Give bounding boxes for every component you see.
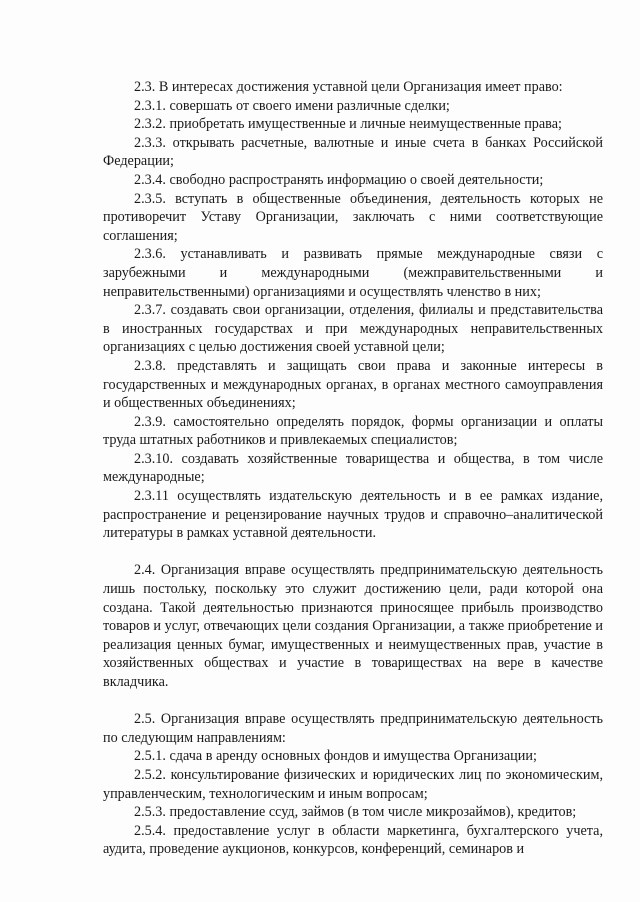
clause-2-3-2: 2.3.2. приобретать имущественные и личные неимущественные права; [134, 116, 562, 133]
clause-2-3-3: 2.3.3. открывать расчетные, валютные и иные счета в банках Российской Федерации; [103, 134, 603, 170]
clause-2-3-6: 2.3.6. устанавливать и развивать прямые международные связи с зарубежными и международными (межправительственными и неправительственными) организациями и осуществлять членство в них; [103, 246, 603, 300]
clause-2-5-1: 2.5.1. сдача в аренду основных фондов и имущества Организации; [134, 748, 537, 765]
clause-2-3-7: 2.3.7. создавать свои организации, отделения, филиалы и представительства в иностранных государствах и при международных неправительственных организациях с целью достижения своей уставной цели; [103, 302, 603, 356]
clause-2-5-2: 2.5.2. консультирование физических и юридических лиц по экономическим, управленческим, технологическим и иным вопросам; [103, 766, 603, 802]
document-body [103, 78, 603, 859]
clause-2-3-8: 2.3.8. представлять и защищать свои права и законные интересы в государственных и международных органах, в органах местного самоуправления и общественных объединениях; [103, 357, 603, 412]
clause-2-3: 2.3. В интересах достижения уставной цели Организация имеет право: [134, 79, 563, 95]
clause-2-5-3: 2.5.3. предоставление ссуд, займов (в том числе микрозаймов), кредитов; [134, 804, 577, 821]
clause-2-5-4: 2.5.4. предоставление услуг в области маркетинга, бухгалтерского учета, аудита, проведение аукционов, конкурсов, конференций, семинаров и [103, 822, 603, 858]
clause-2-3-5: 2.3.5. вступать в общественные объединения, деятельность которых не противоречит Уставу Организации, заключать с ними соответствующие соглашения; [103, 190, 603, 244]
clause-2-3-10: 2.3.10. создавать хозяйственные товарищества и общества, в том числе международные; [103, 450, 603, 486]
clause-2-3-4: 2.3.4. свободно распространять информацию о своей деятельности; [134, 171, 544, 188]
clause-2-4: 2.4. Организация вправе осуществлять предпринимательскую деятельность лишь постольку, поскольку это служит достижению цели, ради которой она создана. Такой деятельностью признаются приносящее прибыль производство товаров и услуг, отвечающих цели создания Организации, а также приобретение и реализация ценных бумаг, имущественных и неимущественных прав, участие в хозяйственных обществах и участие в товариществах на вере в качестве вкладчика. [103, 562, 603, 690]
clause-2-3-1: 2.3.1. совершать от своего имени различные сделки; [134, 97, 450, 114]
clause-2-3-11: 2.3.11 осуществлять издательскую деятельность и в ее рамках издание, распространение и рецензирование научных трудов и справочно–аналитической литературы в рамках уставной деятельности. [103, 488, 603, 542]
clause-2-3-9: 2.3.9. самостоятельно определять порядок, формы организации и оплаты труда штатных работников и привлекаемых специалистов; [103, 413, 603, 449]
clause-2-5: 2.5. Организация вправе осуществлять предпринимательскую деятельность по следующим направлениям: [103, 711, 603, 746]
